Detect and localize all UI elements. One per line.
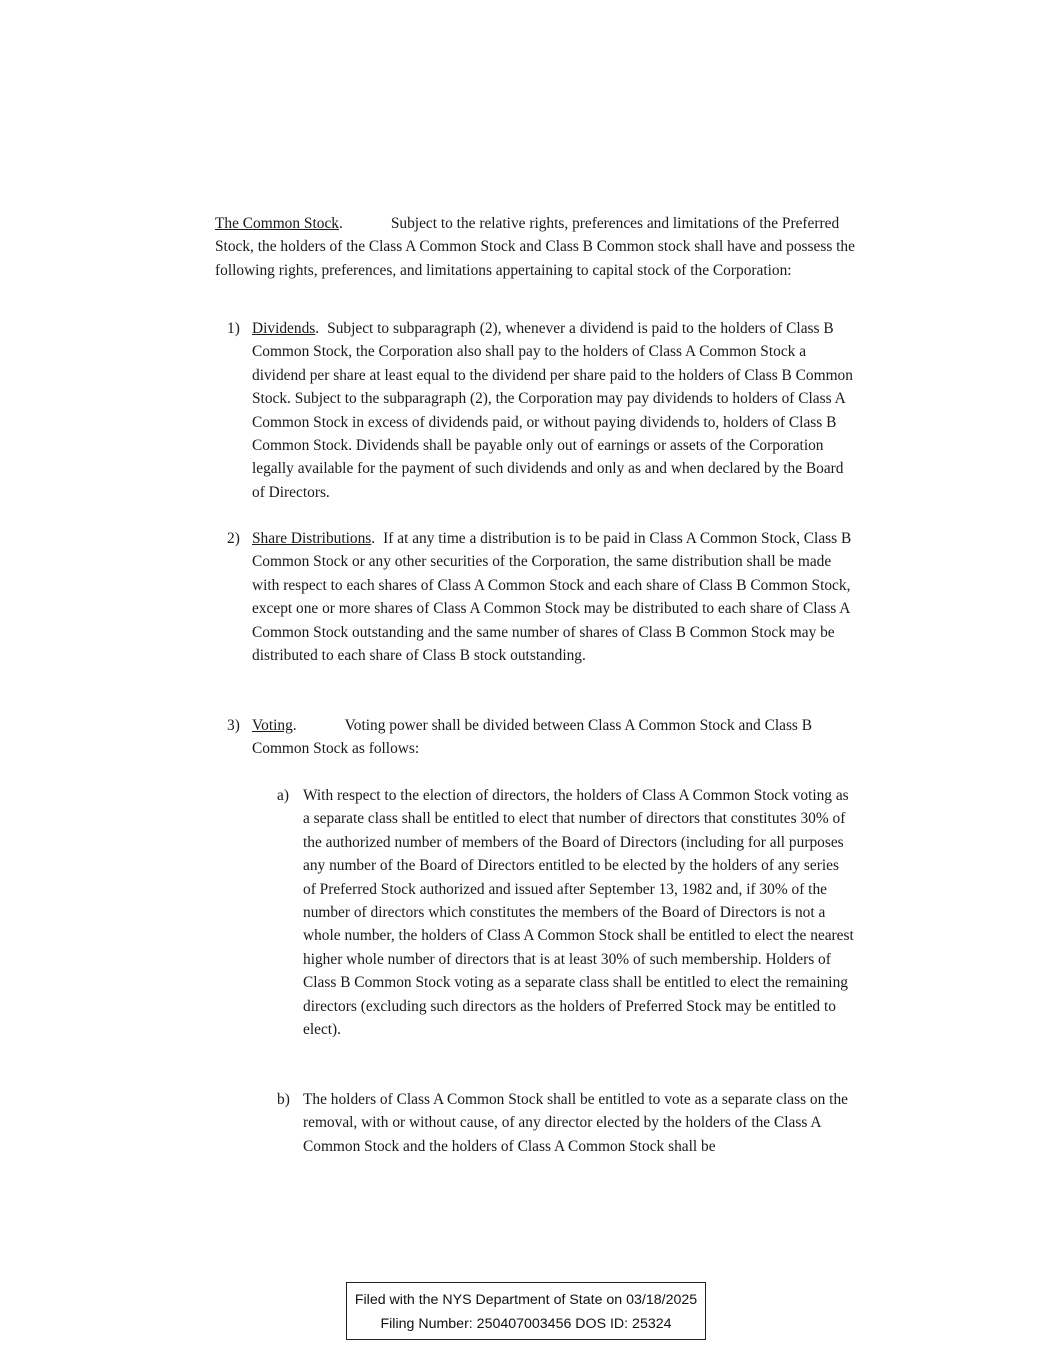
item-text: Subject to subparagraph (2), whenever a dividend is paid to the holders of Class B Common Stock, the Corporation also shall pay to the holders of Class A Common Stock a dividend per share at least equal to the dividend per share paid to the holders of Class B Common Stock. Subject to the subparagraph (2), the Corporation may pay dividends to holders of Class A Common Stock in excess of dividends paid, or without paying dividends to, holders of Class B Common Stock. Dividends shall be payable only out of earnings or assets of the Corporation legally available for the payment of such dividends and only as and when declared by the Board of Directors.	[252, 320, 853, 501]
subitem-text: With respect to the election of directors, the holders of Class A Common Stock voting as a separate class shall be entitled to elect that number of directors that constitutes 30% of the authorized number of members of the Board of Directors (including for all purposes any number of the Board of Directors entitled to be elected by the holders of any series of Preferred Stock authorized and issued after September 13, 1982 and, if 30% of the number of directors which constitutes the members of the Board of Directors is not a whole number, the holders of Class A Common Stock shall be entitled to elect the nearest higher whole number of directors that is at least 30% of such membership. Holders of Class B Common Stock voting as a separate class shall be entitled to elect the remaining directors (excluding such directors as the holders of Preferred Stock may be entitled to elect).	[303, 787, 854, 1039]
intro-heading-punct: .	[338, 215, 343, 232]
item-share-distributions	[215, 527, 855, 667]
item-number: 2)	[227, 530, 240, 547]
intro-paragraph	[215, 212, 855, 282]
subitem-a	[277, 784, 855, 1041]
subitem-letter: b)	[277, 1091, 290, 1108]
item-body: Dividends. Subject to subparagraph (2), whenever a dividend is paid to the holders of Class B Common Stock, the Corporation also shall pay to the holders of Class A Common Stock a dividend per share at least equal to the dividend per share paid to the holders of Class B Common Stock. Subject to the subparagraph (2), the Corporation may pay dividends to holders of Class A Common Stock in excess of dividends paid, or without paying dividends to, holders of Class B Common Stock. Dividends shall be payable only out of earnings or assets of the Corporation legally available for the payment of such dividends and only as and when declared by the Board of Directors.	[252, 320, 853, 501]
item-heading: Voting	[252, 717, 293, 734]
subitem-letter: a)	[277, 787, 289, 804]
item-body: Voting. Voting power shall be divided between Class A Common Stock and Class B Common Stock as follows:	[252, 717, 813, 758]
item-number: 1)	[227, 320, 240, 337]
item-text: Voting power shall be divided between Class A Common Stock and Class B Common Stock as follows:	[252, 717, 813, 758]
item-text: If at any time a distribution is to be paid in Class A Common Stock, Class B Common Stock or any other securities of the Corporation, the same distribution shall be made with respect to each shares of Class A Common Stock and each share of Class B Common Stock, except one or more shares of Class A Common Stock may be distributed to each share of Class A Common Stock outstanding and the same number of shares of Class B Common Stock may be distributed to each share of Class B stock outstanding.	[252, 530, 852, 665]
item-voting	[215, 714, 855, 761]
intro-text: Subject to the relative rights, preferences and limitations of the Preferred Stock, the holders of the Class A Common Stock and Class B Common stock shall have and possess the following rights, preferences, and limitations appertaining to capital stock of the Corporation:	[215, 215, 855, 279]
intro-heading: The Common Stock	[215, 215, 339, 232]
subitem-text: The holders of Class A Common Stock shall be entitled to vote as a separate class on the removal, with or without cause, of any director elected by the holders of the Class A Common Stock and the holders of Class A Common Stock shall be	[303, 1091, 848, 1155]
item-dividends	[215, 317, 855, 504]
filing-stamp-line2: Filing Number: 250407003456 DOS ID: 25324	[380, 1316, 672, 1332]
item-body: Share Distributions. If at any time a distribution is to be paid in Class A Common Stock, Class B Common Stock or any other securities of the Corporation, the same distribution shall be made with respect to each shares of Class A Common Stock and each share of Class B Common Stock, except one or more shares of Class A Common Stock may be distributed to each share of Class A Common Stock outstanding and the same number of shares of Class B Common Stock may be distributed to each share of Class B stock outstanding.	[252, 530, 852, 665]
item-heading: Share Distributions	[252, 530, 372, 547]
filing-stamp-line1: Filed with the NYS Department of State on 03/18/2025	[354, 1292, 698, 1308]
item-heading: Dividends	[252, 320, 316, 337]
subitem-b	[277, 1088, 855, 1158]
filing-stamp	[346, 1282, 706, 1340]
item-number: 3)	[227, 717, 240, 734]
